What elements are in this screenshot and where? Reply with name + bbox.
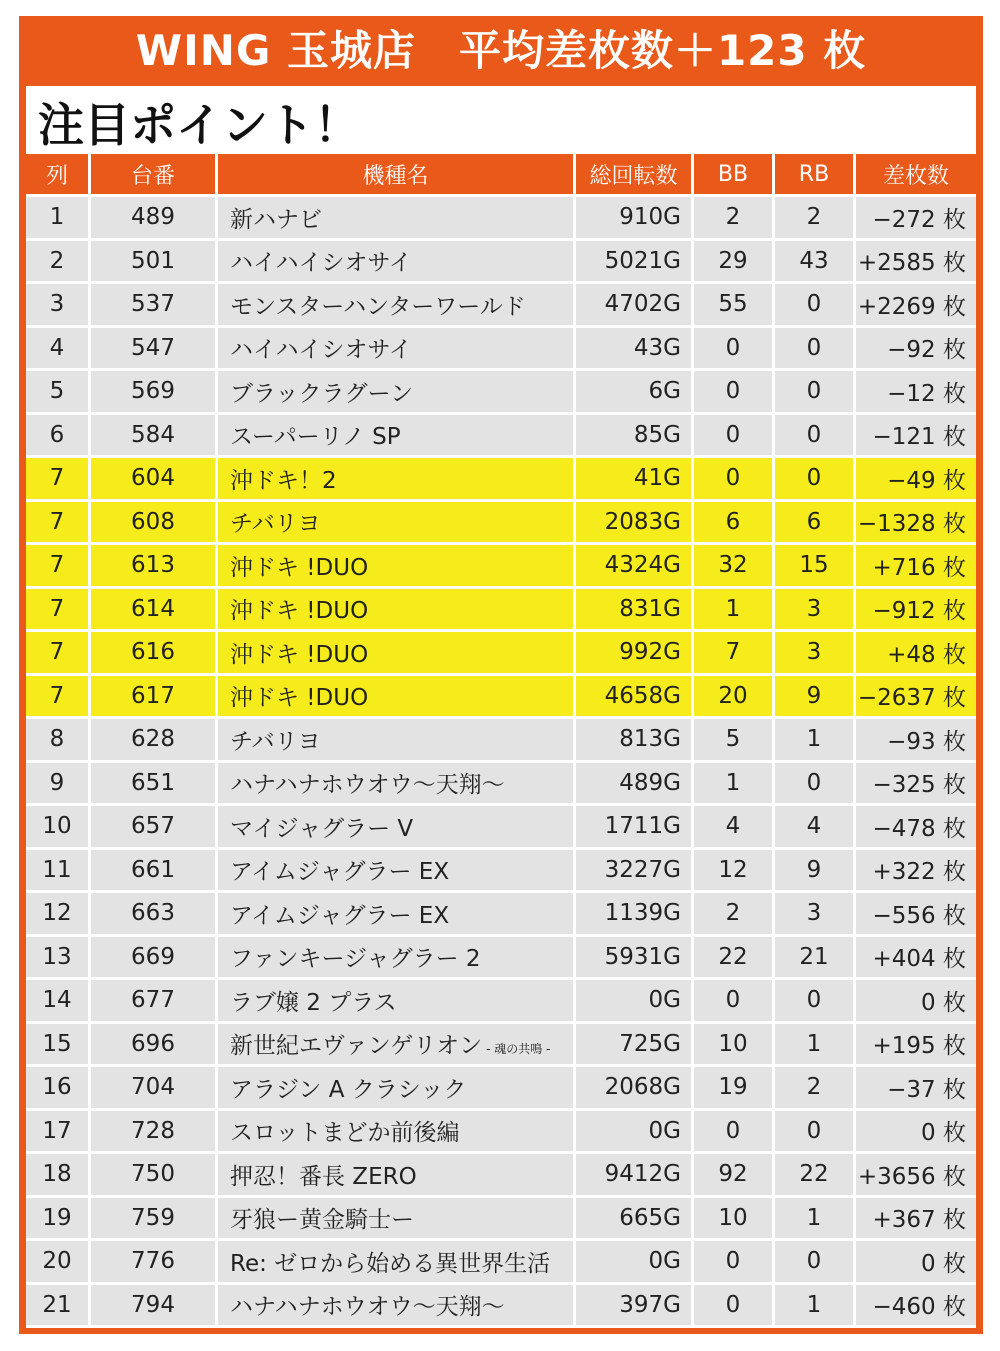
cell-machine-name xyxy=(218,937,576,981)
machine-name-text: モンスターハンターワールド xyxy=(230,293,526,320)
cell-diff: +716 枚 xyxy=(856,545,976,589)
cell-machine-number: 604 xyxy=(91,458,218,502)
machine-name-text: チバリヨ xyxy=(230,728,321,755)
cell-rb: 0 xyxy=(775,458,856,502)
cell-total-games: 4702G xyxy=(576,284,694,328)
cell-diff: 0 枚 xyxy=(856,1241,976,1285)
cell-total-games: 0G xyxy=(576,980,694,1024)
machine-name-text: ラブ嬢 2 プラス xyxy=(230,989,397,1016)
cell-machine-name xyxy=(218,676,576,720)
table-row xyxy=(26,632,976,676)
cell-machine-name xyxy=(218,1285,576,1329)
table-row xyxy=(26,937,976,981)
machine-name-text: チバリヨ xyxy=(230,511,321,538)
cell-diff: −912 枚 xyxy=(856,589,976,633)
header-total-games: 総回転数 xyxy=(576,154,694,197)
machine-name-text: 沖ドキ !DUO xyxy=(230,641,369,668)
machine-name-subtitle: - 魂の共鳴 - xyxy=(486,1042,551,1057)
table-row xyxy=(26,197,976,241)
cell-diff: +367 枚 xyxy=(856,1198,976,1242)
cell-col: 7 xyxy=(26,676,91,720)
cell-bb: 2 xyxy=(694,893,775,937)
cell-diff: −121 枚 xyxy=(856,415,976,459)
cell-machine-number: 657 xyxy=(91,806,218,850)
cell-machine-name xyxy=(218,1067,576,1111)
table-row xyxy=(26,1154,976,1198)
cell-machine-name xyxy=(218,763,576,807)
cell-machine-name xyxy=(218,719,576,763)
header-diff: 差枚数 xyxy=(856,154,976,197)
machine-name-text: ハナハナホウオウ〜天翔〜 xyxy=(230,1294,505,1321)
cell-bb: 29 xyxy=(694,241,775,285)
cell-diff: +322 枚 xyxy=(856,850,976,894)
cell-col: 7 xyxy=(26,458,91,502)
cell-machine-number: 616 xyxy=(91,632,218,676)
cell-machine-number: 759 xyxy=(91,1198,218,1242)
results-frame xyxy=(19,16,983,1334)
cell-total-games: 85G xyxy=(576,415,694,459)
cell-total-games: 4658G xyxy=(576,676,694,720)
cell-col: 21 xyxy=(26,1285,91,1329)
table-row xyxy=(26,502,976,546)
cell-bb: 4 xyxy=(694,806,775,850)
cell-bb: 7 xyxy=(694,632,775,676)
header-bb: BB xyxy=(694,154,775,197)
table-row xyxy=(26,719,976,763)
machine-name-text: Re: ゼロから始める異世界生活 xyxy=(230,1250,551,1277)
cell-machine-name xyxy=(218,1024,576,1068)
cell-bb: 0 xyxy=(694,371,775,415)
machine-name-text: 沖ドキ !DUO xyxy=(230,554,369,581)
cell-diff: −460 枚 xyxy=(856,1285,976,1329)
cell-bb: 1 xyxy=(694,589,775,633)
cell-diff: −37 枚 xyxy=(856,1067,976,1111)
cell-col: 13 xyxy=(26,937,91,981)
cell-machine-name xyxy=(218,980,576,1024)
cell-machine-number: 489 xyxy=(91,197,218,241)
machine-name-text: 沖ドキ !DUO xyxy=(230,685,369,712)
cell-machine-name xyxy=(218,284,576,328)
table-row xyxy=(26,763,976,807)
cell-bb: 1 xyxy=(694,763,775,807)
table-row xyxy=(26,589,976,633)
cell-machine-name xyxy=(218,328,576,372)
cell-machine-number: 750 xyxy=(91,1154,218,1198)
cell-col: 5 xyxy=(26,371,91,415)
table-row xyxy=(26,545,976,589)
cell-diff: −2637 枚 xyxy=(856,676,976,720)
cell-col: 10 xyxy=(26,806,91,850)
machine-name-text: 牙狼ー黄金騎士ー xyxy=(230,1207,414,1234)
cell-rb: 4 xyxy=(775,806,856,850)
table-row xyxy=(26,676,976,720)
table-row xyxy=(26,1024,976,1068)
cell-machine-name xyxy=(218,893,576,937)
cell-machine-number: 776 xyxy=(91,1241,218,1285)
cell-rb: 0 xyxy=(775,328,856,372)
cell-col: 14 xyxy=(26,980,91,1024)
cell-rb: 21 xyxy=(775,937,856,981)
cell-bb: 6 xyxy=(694,502,775,546)
cell-bb: 0 xyxy=(694,1285,775,1329)
cell-bb: 0 xyxy=(694,1241,775,1285)
table-row xyxy=(26,371,976,415)
cell-diff: −478 枚 xyxy=(856,806,976,850)
cell-machine-name xyxy=(218,502,576,546)
cell-total-games: 6G xyxy=(576,371,694,415)
cell-rb: 6 xyxy=(775,502,856,546)
cell-diff: +3656 枚 xyxy=(856,1154,976,1198)
cell-rb: 43 xyxy=(775,241,856,285)
cell-diff: −92 枚 xyxy=(856,328,976,372)
cell-bb: 10 xyxy=(694,1024,775,1068)
cell-machine-number: 677 xyxy=(91,980,218,1024)
machine-name-text: アラジン A クラシック xyxy=(230,1076,467,1103)
cell-machine-number: 569 xyxy=(91,371,218,415)
machine-name-text: スロットまどか前後編 xyxy=(230,1120,460,1147)
cell-rb: 0 xyxy=(775,415,856,459)
cell-total-games: 489G xyxy=(576,763,694,807)
cell-total-games: 1139G xyxy=(576,893,694,937)
machine-name-text: アイムジャグラー EX xyxy=(230,902,450,929)
cell-machine-number: 608 xyxy=(91,502,218,546)
cell-col: 7 xyxy=(26,589,91,633)
cell-machine-number: 794 xyxy=(91,1285,218,1329)
cell-total-games: 813G xyxy=(576,719,694,763)
header-machine-name: 機種名 xyxy=(218,154,576,197)
header-machine-number: 台番 xyxy=(91,154,218,197)
cell-machine-number: 696 xyxy=(91,1024,218,1068)
cell-total-games: 0G xyxy=(576,1241,694,1285)
machine-name-text: ファンキージャグラー 2 xyxy=(230,946,481,973)
cell-machine-number: 661 xyxy=(91,850,218,894)
table-row xyxy=(26,458,976,502)
machine-name-text: ハイハイシオサイ xyxy=(230,250,412,277)
cell-col: 1 xyxy=(26,197,91,241)
cell-diff: +2585 枚 xyxy=(856,241,976,285)
cell-rb: 0 xyxy=(775,980,856,1024)
table-row xyxy=(26,893,976,937)
table-body xyxy=(26,197,976,1328)
cell-total-games: 4324G xyxy=(576,545,694,589)
cell-diff: −1328 枚 xyxy=(856,502,976,546)
cell-bb: 0 xyxy=(694,980,775,1024)
cell-rb: 22 xyxy=(775,1154,856,1198)
cell-diff: −93 枚 xyxy=(856,719,976,763)
machine-name-text: ハナハナホウオウ〜天翔〜 xyxy=(230,772,505,799)
cell-total-games: 397G xyxy=(576,1285,694,1329)
cell-machine-number: 617 xyxy=(91,676,218,720)
cell-rb: 0 xyxy=(775,763,856,807)
machine-name-text: ハイハイシオサイ xyxy=(230,337,412,364)
cell-machine-number: 728 xyxy=(91,1111,218,1155)
cell-machine-name xyxy=(218,241,576,285)
cell-bb: 0 xyxy=(694,458,775,502)
table-header-row xyxy=(26,154,976,197)
cell-bb: 0 xyxy=(694,415,775,459)
cell-machine-name xyxy=(218,197,576,241)
cell-diff: −325 枚 xyxy=(856,763,976,807)
machine-name-text: ブラックラグーン xyxy=(230,380,414,407)
cell-machine-name xyxy=(218,545,576,589)
cell-col: 8 xyxy=(26,719,91,763)
machine-name-text: スーパーリノ SP xyxy=(230,424,401,451)
cell-col: 11 xyxy=(26,850,91,894)
cell-col: 2 xyxy=(26,241,91,285)
cell-total-games: 9412G xyxy=(576,1154,694,1198)
cell-machine-number: 584 xyxy=(91,415,218,459)
cell-machine-name xyxy=(218,1111,576,1155)
cell-machine-name xyxy=(218,632,576,676)
cell-col: 19 xyxy=(26,1198,91,1242)
cell-rb: 0 xyxy=(775,1241,856,1285)
cell-total-games: 43G xyxy=(576,328,694,372)
cell-rb: 3 xyxy=(775,589,856,633)
cell-col: 12 xyxy=(26,893,91,937)
machine-name-text: 押忍！番長 ZERO xyxy=(230,1163,417,1190)
table-row xyxy=(26,806,976,850)
cell-bb: 10 xyxy=(694,1198,775,1242)
cell-total-games: 3227G xyxy=(576,850,694,894)
cell-total-games: 725G xyxy=(576,1024,694,1068)
table-row xyxy=(26,1241,976,1285)
cell-machine-number: 704 xyxy=(91,1067,218,1111)
subtitle: 注目ポイント！ xyxy=(38,98,360,152)
cell-rb: 1 xyxy=(775,1198,856,1242)
machine-name-text: 新ハナビ xyxy=(230,206,322,233)
cell-machine-name xyxy=(218,1198,576,1242)
page-title: WING 玉城店 平均差枚数＋123 枚 xyxy=(135,26,867,75)
cell-machine-name xyxy=(218,806,576,850)
cell-machine-number: 651 xyxy=(91,763,218,807)
cell-bb: 55 xyxy=(694,284,775,328)
cell-total-games: 5021G xyxy=(576,241,694,285)
cell-diff: −272 枚 xyxy=(856,197,976,241)
cell-col: 15 xyxy=(26,1024,91,1068)
cell-col: 6 xyxy=(26,415,91,459)
cell-machine-number: 501 xyxy=(91,241,218,285)
cell-total-games: 2083G xyxy=(576,502,694,546)
cell-diff: −12 枚 xyxy=(856,371,976,415)
machine-name-text: 沖ドキ !DUO xyxy=(230,598,369,625)
table-row xyxy=(26,1067,976,1111)
cell-total-games: 2068G xyxy=(576,1067,694,1111)
table-row xyxy=(26,1111,976,1155)
cell-machine-number: 613 xyxy=(91,545,218,589)
table-row xyxy=(26,1285,976,1329)
cell-col: 9 xyxy=(26,763,91,807)
cell-rb: 0 xyxy=(775,1111,856,1155)
table-row xyxy=(26,980,976,1024)
cell-diff: −49 枚 xyxy=(856,458,976,502)
cell-col: 3 xyxy=(26,284,91,328)
machine-name-text: 新世紀エヴァンゲリオン xyxy=(230,1033,483,1060)
cell-col: 20 xyxy=(26,1241,91,1285)
table-row xyxy=(26,850,976,894)
cell-machine-name xyxy=(218,850,576,894)
cell-machine-number: 614 xyxy=(91,589,218,633)
cell-machine-number: 663 xyxy=(91,893,218,937)
cell-rb: 2 xyxy=(775,1067,856,1111)
cell-bb: 32 xyxy=(694,545,775,589)
cell-machine-name xyxy=(218,415,576,459)
cell-total-games: 1711G xyxy=(576,806,694,850)
cell-rb: 1 xyxy=(775,1285,856,1329)
cell-col: 7 xyxy=(26,545,91,589)
cell-bb: 0 xyxy=(694,328,775,372)
header-col: 列 xyxy=(26,154,91,197)
cell-machine-name xyxy=(218,458,576,502)
cell-machine-name xyxy=(218,589,576,633)
cell-total-games: 0G xyxy=(576,1111,694,1155)
cell-total-games: 41G xyxy=(576,458,694,502)
cell-diff: +2269 枚 xyxy=(856,284,976,328)
cell-total-games: 5931G xyxy=(576,937,694,981)
cell-rb: 3 xyxy=(775,893,856,937)
cell-machine-number: 537 xyxy=(91,284,218,328)
cell-machine-name xyxy=(218,1154,576,1198)
cell-bb: 5 xyxy=(694,719,775,763)
cell-col: 7 xyxy=(26,632,91,676)
cell-rb: 3 xyxy=(775,632,856,676)
cell-diff: 0 枚 xyxy=(856,1111,976,1155)
cell-bb: 2 xyxy=(694,197,775,241)
table-row xyxy=(26,415,976,459)
cell-col: 16 xyxy=(26,1067,91,1111)
table-row xyxy=(26,241,976,285)
cell-rb: 0 xyxy=(775,284,856,328)
results-table xyxy=(26,154,976,1328)
cell-col: 18 xyxy=(26,1154,91,1198)
cell-bb: 19 xyxy=(694,1067,775,1111)
header-rb: RB xyxy=(775,154,856,197)
table-row xyxy=(26,1198,976,1242)
cell-total-games: 910G xyxy=(576,197,694,241)
cell-diff: +48 枚 xyxy=(856,632,976,676)
cell-diff: 0 枚 xyxy=(856,980,976,1024)
cell-rb: 15 xyxy=(775,545,856,589)
machine-name-text: 沖ドキ！2 xyxy=(230,467,337,494)
cell-rb: 2 xyxy=(775,197,856,241)
cell-rb: 9 xyxy=(775,850,856,894)
cell-rb: 1 xyxy=(775,719,856,763)
cell-rb: 1 xyxy=(775,1024,856,1068)
cell-diff: +404 枚 xyxy=(856,937,976,981)
table-row xyxy=(26,284,976,328)
cell-total-games: 665G xyxy=(576,1198,694,1242)
machine-name-text: マイジャグラー V xyxy=(230,815,414,842)
cell-machine-name xyxy=(218,371,576,415)
cell-machine-number: 669 xyxy=(91,937,218,981)
cell-diff: +195 枚 xyxy=(856,1024,976,1068)
cell-col: 7 xyxy=(26,502,91,546)
cell-bb: 20 xyxy=(694,676,775,720)
cell-bb: 22 xyxy=(694,937,775,981)
cell-total-games: 992G xyxy=(576,632,694,676)
cell-machine-name xyxy=(218,1241,576,1285)
cell-total-games: 831G xyxy=(576,589,694,633)
machine-name-text: アイムジャグラー EX xyxy=(230,859,450,886)
cell-col: 17 xyxy=(26,1111,91,1155)
cell-bb: 0 xyxy=(694,1111,775,1155)
cell-machine-number: 628 xyxy=(91,719,218,763)
cell-diff: −556 枚 xyxy=(856,893,976,937)
cell-rb: 9 xyxy=(775,676,856,720)
table-row xyxy=(26,328,976,372)
cell-col: 4 xyxy=(26,328,91,372)
cell-machine-number: 547 xyxy=(91,328,218,372)
cell-bb: 12 xyxy=(694,850,775,894)
cell-bb: 92 xyxy=(694,1154,775,1198)
cell-rb: 0 xyxy=(775,371,856,415)
